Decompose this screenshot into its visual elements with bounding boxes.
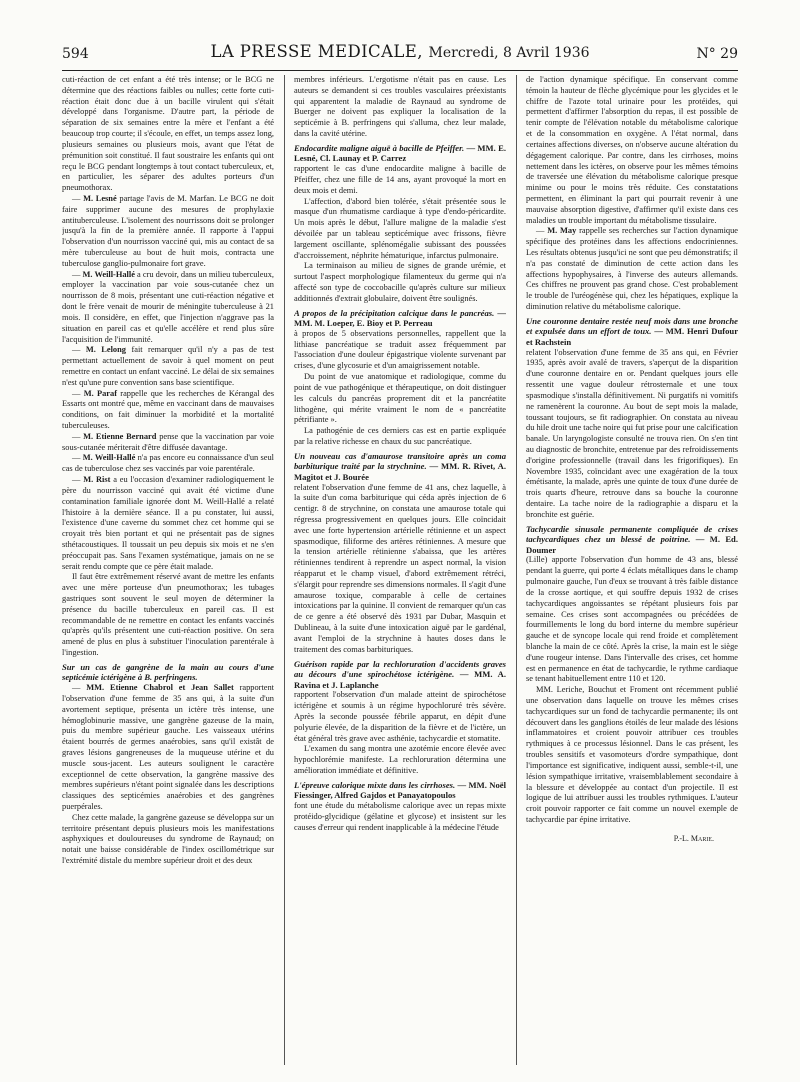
paragraph: relatent l'observation d'une femme de 41 ans, chez laquelle, à la suite d'un coma barbiturique qui céda après injection de 6 centigr. 8 de strychnine, on constata une amaurose totale qui régressa progressivement en quelques jours. Elle coïncidait avec une forte hypertension artérielle rétinienne et un aspect spasmodique, filiforme des artères rétiniennes. A mesure que la tension artérielle rétinienne s'abaissa, que les artères rétiniennes tendirent à reprendre un aspect normal, la vision réapparut et le champ visuel, d'abord extrêmement rétréci, s'élargit pour reprendre ses dimensions normales. Il s'agit d'une amaurose toxique, comparable à celle de certaines intoxications par la quinine. Il convient de remarquer qu'un cas de ce genre a été observé dès 1931 par Dubar, Masquin et Dublineau, à la suite d'une intoxication aiguë par le gardénal, avant l'emploi de la strychnine à hautes doses dans le traitement des comas barbituriques. (294, 482, 506, 654)
section-heading: A propos de la précipitation calcique dans le pancréas. — MM. M. Loeper, E. Bioy et P. Perreau (294, 307, 506, 329)
paragraph: — M. Lelong fait remarquer qu'il n'y a pas de test permettant actuellement de savoir à quel moment on peut remettre en contact un enfant vacciné. Le délai de six semaines n'est qu'une pure convention sans base scientifique. (62, 345, 274, 387)
speaker-name: MM. M. Loeper, E. Bioy et P. Perreau (294, 318, 433, 329)
paragraph: (Lille) apporte l'observation d'un homme de 43 ans, blessé pendant la guerre, qui porte 4 éclats métalliques dans le champ pulmonaire gauche, l'un d'eux se trouvant à très faible distance de la crosse aortique, et qui souffre depuis 1932 de crises tachycardiques angoissantes se répétant plusieurs fois par semaine. Ces crises sont accompagnées ou précédées de fourmillements le long du bord interne du membre supérieur gauche et de syncope locale qui rend froide et complètement blanche la main de ce côté. Après la crise, la main est le siège d'une rougeur intense. Dans l'intervalle des crises, cet homme est en permanence en état de tachycardie, le rythme cardiaque se tenant habituellement entre 110 et 120. (526, 555, 738, 684)
section-heading: Tachycardie sinusale permanente compliquée de crises tachycardiques chez un blessé de poitrine. — M. Ed. Doumer (526, 523, 738, 555)
column-divider (516, 75, 517, 1065)
paragraph: de l'action dynamique spécifique. En conservant comme témoin la hauteur de flèche glycémique pour les glycides et le chiffre de l'azote total urinaire pour les protéides, qui permettent d'affirmer l'absorption du repas, il est possible de tenir compte de l'élévation notable du métabolisme calorique et de la consommation en oxygène. A l'état normal, dans certaines affections diverses, on n'observe aucune altération du dégagement calorique. Par contre, dans les cirrhoses, moins nettement dans les ictères, on observe pour les mêmes témoins de traversée une élévation du métabolisme calorique presque minime ou pour le moins très réduite. Ces constatations permettent, en éliminant la part qui pourrait revenir à une mauvaise absorption digestive, d'affirmer qu'il existe dans ces maladies un trouble important du métabolisme tissulaire. (526, 75, 738, 225)
paragraph: cuti-réaction de cet enfant a été très intense; or le BCG ne détermine que des réactions faibles ou nulles; cette forte cuti-réaction était donc due à un bacille virulent qui s'était développé dans l'organisme. D'autre part, la période de séparation de six semaines entre la mère et l'enfant a été beaucoup trop courte; il s'écoule, en effet, un temps assez long, plusieurs semaines ou plusieurs mois, avant que l'état de prémunition soit constitué. Il faut soustraire les enfants qui ont reçu le BCG pendant longtemps à tout contact tuberculeux, et, en particulier, les séparer des adultes porteurs d'un pneumothorax. (62, 75, 274, 193)
speaker-name: M. May (547, 226, 577, 236)
section-heading: Guérison rapide par la rechloruration d'accidents graves au décours d'une spirochétose ictérigène. — MM. A. Ravina et J. Laplanche (294, 658, 506, 690)
paragraph: MM. Leriche, Bouchut et Froment ont récemment publié une observation dans laquelle on trouve les mêmes crises tachycardiques sur un fond de tachycardie permanente; ils ont découvert dans les ganglions étoilés de leur malade des lésions inflammatoires et croient pouvoir attribuer ces troubles rythmiques à ce processus lésionnel. Dans le cas présent, les troubles sensitifs et vasomoteurs d'ordre sympathique, dont l'importance est significative, indiquent aussi, semble-t-il, une lésion sympathique irritative, vraisemblablement secondaire à la blessure et développée au contact d'un projectile. Il est logique de lui attribuer aussi les troubles rythmiques. L'auteur croit pouvoir rapporter ce fait comme un nouvel exemple de tachycardie par épine irritative. (526, 685, 738, 824)
paragraph: La pathogénie de ces derniers cas est en partie expliquée par la relative richesse en chaux du suc pancréatique. (294, 426, 506, 446)
paragraph: membres inférieurs. L'ergotisme n'était pas en cause. Les auteurs se demandent si ces troubles vasculaires préexistants qui apparentent la maladie de Raynaud au syndrome de Buerger ne doivent pas expliquer la localisation de la septicémie à B. perfringens qui s'alluma, chez leur malade, dans la cavité utérine. (294, 75, 506, 139)
speaker-name: MM. Etienne Chabrol et Jean Sallet (86, 683, 234, 693)
paragraph: L'examen du sang montra une azotémie encore élevée avec hypochlorémie manifeste. La rechloruration détermina une amélioration immédiate et définitive. (294, 744, 506, 775)
page-header (62, 42, 738, 72)
speaker-name: M. Paraf (83, 388, 117, 398)
paragraph-text: fait remarquer qu'il n'y a pas de test permettant actuellement de savoir à quel moment on peut remettre en contact un enfant vacciné. Le délai de six semaines n'est qu'une pure convention sans base scientifique. (62, 345, 274, 387)
running-title (62, 42, 738, 61)
paragraph: — M. Paraf rappelle que les recherches de Kérangal des Essarts ont montré que, même en vaccinant dans de mauvaises conditions, on fait diminuer la morbidité et la mortalité tuberculeuses. (62, 388, 274, 430)
heading-text: Une couronne dentaire restée neuf mois dans une bronche et expulsée dans un effort de toux. (526, 315, 738, 337)
header-rule (62, 70, 738, 71)
speaker-name: M. Weill-Hallé (82, 453, 136, 463)
speaker-name: M. Weill-Hallé (82, 269, 135, 279)
column-2 (294, 75, 506, 1065)
speaker-name: MM. R. Rivet, A. Magitot et J. Bourée (294, 461, 506, 482)
paragraph-text: a cru devoir, dans un milieu tuberculeux, employer la vaccination par voie sous-cutanée chez un nourrisson de 8 mois, présentant une cuti-réaction négative et dont le frère venait de mourir de méningite tuberculeuse à 21 mois. Il considère, en effet, que l'injection n'aggrave pas la situation en pareil cas et qu'elle accélère et rend plus sûre l'acquisition de l'immunité. (62, 269, 274, 344)
paragraph-text: n'a pas encore eu connaissance d'un seul cas de tuberculose chez ses vaccinés par voie parentérale. (62, 453, 274, 474)
speaker-name: MM. Noël Fiessinger, Alfred Gajdos et Panayatopoulos (294, 779, 506, 801)
paragraph-text: a eu l'occasion d'examiner radiologiquement le père du nourrisson vacciné qui avait été victime d'une contamination familiale ignorée dont M. Weill-Hallé a relaté l'histoire à la dernière séance. Il a pu constater, lui aussi, l'existence d'une caverne du sommet chez cet homme qui se croyait très bien portant et qui ne présentait pas de signes sthétacoustiques. Il toussait un peu depuis six mois et ne s'en préoccupait pas. Sans l'examen systématique, jamais on ne se serait rendu compte que ce père était malade. (62, 475, 274, 571)
paragraph: Chez cette malade, la gangrène gazeuse se développa sur un territoire présentant depuis plusieurs mois les manifestations asphyxiques et douloureuses du syndrome de Raynaud; on notait une baisse considérable de l'index oscillométrique sur l'extrémité distale du membre supérieur droit et des deux (62, 812, 274, 866)
paragraph: Il faut être extrêmement réservé avant de mettre les enfants avec une mère porteuse d'un pneumothorax; les tubages gastriques sont souvent le seul moyen de déterminer la présence du bacille tuberculeux en pareil cas. Il est recommandable de ne remettre en contact les enfants vaccinés qu'après qu'ils présentent une cuti-réaction positive. On sera amené de plus en plus à substituer l'inoculation parentérale à l'ingestion. (62, 572, 274, 658)
paragraph: — M. Weill-Hallé a cru devoir, dans un milieu tuberculeux, employer la vaccination par voie sous-cutanée chez un nourrisson de 8 mois, présentant une cuti-réaction négative et dont le frère venait de mourir de méningite tuberculeuse à 21 mois. Il considère, en effet, que l'injection n'aggrave pas la situation en pareil cas et qu'elle accélère et rend plus sûre l'acquisition de l'immunité. (62, 269, 274, 344)
speaker-name: M. Lelong (85, 345, 126, 355)
signature-text: P.-L. Marie. (673, 833, 714, 843)
paragraph-text: pense que la vaccination par voie sous-cutanée mériterait d'être diffusée davantage. (62, 431, 274, 452)
heading-text: L'épreuve calorique mixte dans les cirrhoses. (294, 779, 456, 790)
paragraph: à propos de 5 observations personnelles, rappellent que la lithiase pancréatique se traduit assez fréquemment par l'association d'une douleur épigastrique violente survenant par crises, d'une glycosurie et d'un amaigrissement notable. (294, 328, 506, 371)
heading-text: Un nouveau cas d'amaurose transitoire après un coma barbiturique traité par la strychnine. (294, 450, 506, 472)
heading-text: A propos de la précipitation calcique dans le pancréas. (294, 307, 495, 318)
speaker-name: M. Lesné (83, 193, 117, 203)
paragraph: — M. May rappelle ses recherches sur l'action dynamique spécifique des protéines dans les affections endocriniennes. Les résultats obtenus jusqu'ici ne sont que peu démonstratifs; il n'a pas constaté de diminution de cette action dans les affections hypophysaires, à l'inverse des auteurs allemands. Ces chiffres ne prouvent pas grand chose. C'est probablement le trouble de l'uréogénèse qui, chez les hépatiques, explique la diminution relative du métabolisme calorique. (526, 226, 738, 312)
paragraph-text: rapportent l'observation d'une femme de 35 ans qui, à la suite d'un avortement septique, présenta un ictère très intense, une hémoglobinurie massive, une gangrène gazeuse de la main, puis du membre supérieur gauche. Les vaisseaux utérins étaient bourrés de germes anaérobies, sans qu'il existât de graves lésions gangreneuses de la muqueuse utérine et du muscle sous-jacent. Les auteurs soulignent le caractère exceptionnel de cette observation, la gangrène massive des membres supérieurs n'étant point signalée dans les descriptions classiques des septicémies anaérobies et des gangrènes puerpérales. (62, 683, 274, 811)
journal-name: LA PRESSE MEDICALE, (210, 42, 423, 61)
paragraph: — MM. Etienne Chabrol et Jean Sallet rapportent l'observation d'une femme de 35 ans qui, à la suite d'un avortement septique, présenta un ictère très intense, une hémoglobinurie massive, une gangrène gazeuse de la main, puis du membre supérieur gauche. Les vaisseaux utérins étaient bourrés de germes anaérobies, sans qu'il existât de graves lésions gangreneuses de la muqueuse utérine et du muscle sous-jacent. Les auteurs soulignent le caractère exceptionnel de cette observation, la gangrène massive des membres supérieurs n'étant point signalée dans les descriptions classiques des septicémies anaérobies et des gangrènes puerpérales. (62, 683, 274, 811)
speaker-name: MM. Henri Dufour et Rachstein (526, 326, 738, 348)
speaker-name: MM. E. Lesné, Cl. Launay et P. Carrez (294, 142, 506, 164)
page-number: 594 (62, 46, 89, 62)
speaker-name: M. Ed. Doumer (526, 534, 738, 555)
paragraph: rapportent le cas d'une endocardite maligne à bacille de Pfeiffer, chez une fille de 14 ans, ayant provoqué la mort en deux mois et demi. (294, 164, 506, 195)
paragraph: font une étude du métabolisme calorique avec un repas mixte protéido-glycidique (gélatine et glycose) et insistent sur les causes d'erreur qui rendent inapplicable à la médecine l'étude (294, 801, 506, 832)
section-heading: Sur un cas de gangrène de la main au cours d'une septicémie ictérigène à B. perfringens. (62, 661, 274, 683)
paragraph: Du point de vue anatomique et radiologique, comme du point de vue pathogénique et thérapeutique, on doit distinguer les calculs du pancréas proprement dit et la pancréatite lithogène, qui mérite vraiment le nom de « pancréatite pétrifiante ». (294, 372, 506, 425)
heading-text: Guérison rapide par la rechloruration d'accidents graves au décours d'une spirochétose ictérigène. (294, 658, 506, 680)
paragraph-text: rappelle que les recherches de Kérangal des Essarts ont montré que, même en vaccinant dans de mauvaises conditions, on fait diminuer la morbidité et la mortalité tuberculeuses. (62, 388, 274, 430)
heading-text: Endocardite maligne aiguë à bacille de Pfeiffer. (294, 142, 465, 153)
section-heading: Une couronne dentaire restée neuf mois dans une bronche et expulsée dans un effort de toux. — MM. Henri Dufour et Rachstein (526, 315, 738, 348)
section-heading: L'épreuve calorique mixte dans les cirrhoses. — MM. Noël Fiessinger, Alfred Gajdos et Panayatopoulos (294, 779, 506, 801)
section-heading: Un nouveau cas d'amaurose transitoire après un coma barbiturique traité par la strychnine. — MM. R. Rivet, A. Magitot et J. Bourée (294, 450, 506, 482)
speaker-name: MM. A. Ravina et J. Laplanche (294, 669, 506, 690)
column-divider (284, 75, 285, 1065)
issue-number: N° 29 (696, 46, 738, 62)
section-heading: Endocardite maligne aiguë à bacille de Pfeiffer. — MM. E. Lesné, Cl. Launay et P. Carrez (294, 142, 506, 164)
paragraph: rapportent l'observation d'un malade atteint de spirochétose ictérigène et soumis à un régime hypochloruré très sévère. Après la seconde poussée fébrile apparut, en dépit d'une polyurie élevée, de la disparition de la fièvre et de l'ictère, un état général très grave avec asthénie, tachycardie et stomatite. (294, 690, 506, 743)
speaker-name: M. Etienne Bernard (83, 431, 157, 441)
column-3 (526, 75, 738, 1065)
paragraph: relatent l'observation d'une femme de 35 ans qui, en Février 1935, après avoir avalé de travers, s'aperçut de la disparition d'une couronne dentaire en or. Pendant quelques jours elle ressentit une vague douleur rétrosternale et une toux spasmodique s'installa définitivement. Ni purgatifs ni vomitifs ne ramenèrent la couronne. Au bout de sept mois la malade, toussant toujours, se fit radiographier. On constata au niveau du hile droit une tache noire qui fut prise pour une calcification banale. Un laryngologiste consulté ne trouva rien. On s'en tint au diagnostic de bronchite, entretenue par des refroidissements d'origine professionnelle (travail dans les frigorifiques). En Novembre 1935, coïncidant avec une exagération de la toux émétisante, la malade, après une quinte de toux d'une durée de trois quarts d'heure, retrouve dans sa bouche la couronne dentaire. La tache noire de la radiographie a disparu et la bronchite est guérie. (526, 347, 738, 519)
heading-text: Tachycardie sinusale permanente compliquée de crises tachycardiques chez un blessé de poitrine. (526, 523, 738, 545)
paragraph: — M. Lesné partage l'avis de M. Marfan. Le BCG ne doit faire supprimer aucune des mesures de prophylaxie antituberculeuse. L'isolement des nourrissons doit se prolonger jusqu'à la fin de la première année. Il rapporte à l'appui l'observation d'un nourrisson vacciné qui, mis au contact de sa mère tuberculeuse au bout de huit mois, contracta une tuberculose ganglio-pulmonaire fort grave. (62, 193, 274, 268)
paragraph: L'affection, d'abord bien tolérée, s'était présentée sous le masque d'un rhumatisme cardiaque à type d'endo-péricardite. Un mois après le début, l'allure maligne de la maladie s'est dévoilée par un tableau septicémique avec frissons, fièvre largement oscillante, splénomégalie subissant des poussées d'accroissement, néphrite hématurique, infarctus pulmonaire. (294, 196, 506, 260)
paragraph: — M. Etienne Bernard pense que la vaccination par voie sous-cutanée mériterait d'être diffusée davantage. (62, 431, 274, 452)
column-1 (62, 75, 274, 1065)
paragraph-text: rappelle ses recherches sur l'action dynamique spécifique des protéines dans les affections endocriniennes. Les résultats obtenus jusqu'ici ne sont que peu démonstratifs; il n'a pas constaté de diminution de cette action dans les affections hypophysaires, à l'inverse des auteurs allemands. Ces chiffres ne prouvent pas grand chose. C'est probablement le trouble de l'uréogénèse qui, chez les hépatiques, explique la diminution relative du métabolisme calorique. (526, 226, 738, 312)
paragraph: — M. Weill-Hallé n'a pas encore eu connaissance d'un seul cas de tuberculose chez ses vaccinés par voie parentérale. (62, 453, 274, 474)
paragraph-text: partage l'avis de M. Marfan. Le BCG ne doit faire supprimer aucune des mesures de prophylaxie antituberculeuse. L'isolement des nourrissons doit se prolonger jusqu'à la fin de la première année. Il rapporte à l'appui l'observation d'un nourrisson vacciné qui, mis au contact de sa mère tuberculeuse au bout de huit mois, contracta une tuberculose ganglio-pulmonaire fort grave. (62, 193, 274, 268)
paragraph: — M. Rist a eu l'occasion d'examiner radiologiquement le père du nourrisson vacciné qui avait été victime d'une contamination familiale ignorée dont M. Weill-Hallé a relaté l'histoire à la dernière séance. Il a pu constater, lui aussi, l'existence d'une caverne du sommet chez cet homme qui se croyait très bien portant et qui ne présentait pas de signes sthétacoustiques. Il toussait un peu depuis six mois et ne s'en préoccupait pas. Sans l'examen systématique, jamais on ne se serait rendu compte que ce père était malade. (62, 475, 274, 571)
speaker-name: M. Rist (83, 475, 111, 485)
article-columns (62, 75, 738, 1065)
author-signature (526, 834, 738, 845)
issue-date: Mercredi, 8 Avril 1936 (428, 45, 590, 61)
paragraph: La terminaison au milieu de signes de grande urémie, et surtout l'aspect morphologique filamenteux du germe qui n'a affecté son type de coccobacille qu'après culture sur milieux additionnés d'extrait globulaire, doivent être soulignés. (294, 261, 506, 303)
